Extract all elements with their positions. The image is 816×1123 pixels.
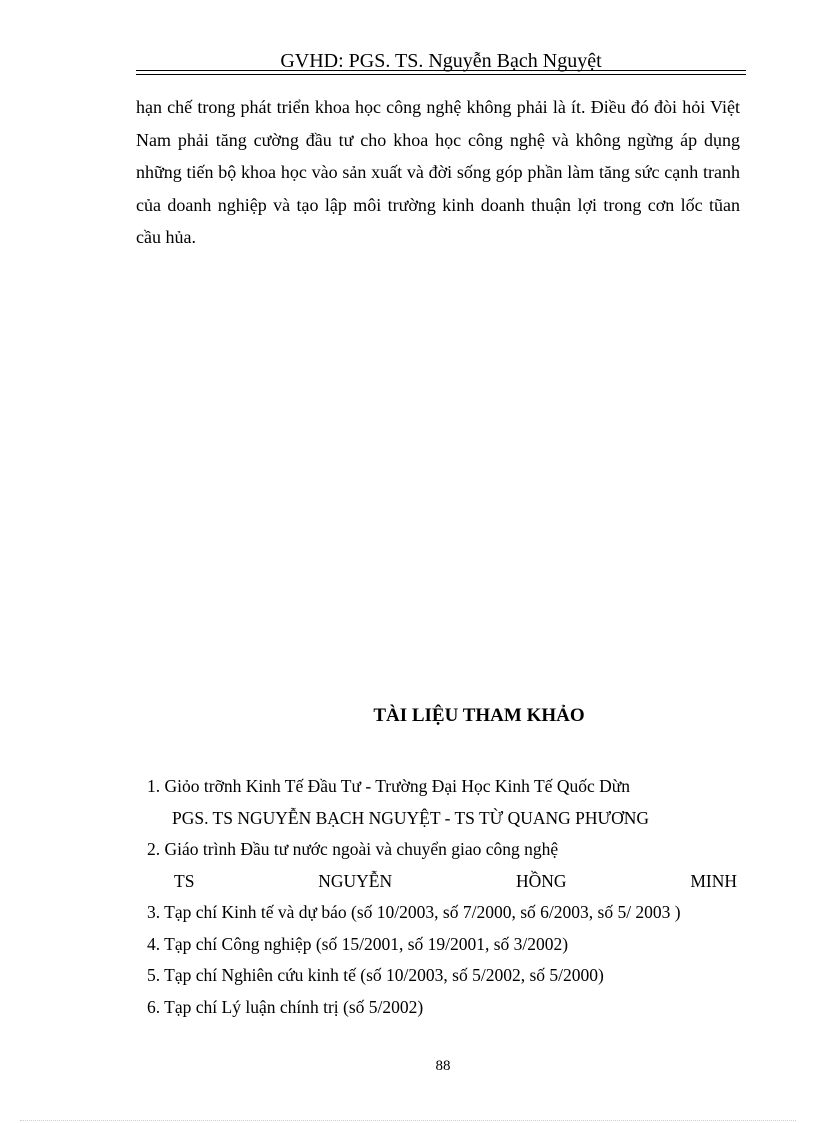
reference-item-1-authors: PGS. TS NGUYỄN BẠCH NGUYỆT - TS TỪ QUANG PHƯƠNG [172,807,650,828]
reference-item-2-author [147,866,737,898]
header-rule-top [136,70,746,71]
page-header-title: GVHD: PGS. TS. Nguyễn Bạch Nguyệt [280,50,602,72]
reference-item-3: 3. Tạp chí Kinh tế và dự báo (số 10/2003, số 7/2000, số 6/2003, số 5/ 2003 ) [147,902,681,922]
reference-item-6: 6. Tạp chí Lý luận chính trị (số 5/2002) [147,996,424,1017]
author-word: NGUYỄN [318,870,393,891]
author-word: HỒNG [515,870,567,891]
page-number: 88 [435,1058,451,1074]
body-paragraph: hạn chế trong phát triển khoa học công nghệ không phải là ít. Điều đó đòi hỏi Việt Nam phải tăng cường đầu tư cho khoa học công nghệ và không ngừng áp dụng những tiến bộ khoa học vào sản xuất và đời sống góp phần làm tăng sức cạnh tranh của doanh nghiệp và tạo lập môi trường kinh doanh thuận lợi trong cơn lốc tũan cầu hủa. [136,97,740,248]
header-rule-bottom [136,74,746,75]
reference-item-5: 5. Tạp chí Nghiên cứu kinh tế (số 10/2003, số 5/2002, số 5/2000) [147,965,604,985]
reference-item-2: 2. Giáo trình Đầu tư nước ngoài và chuyển giao công nghệ [147,839,559,859]
author-word: TS [174,870,195,891]
references-title: TÀI LIỆU THAM KHẢO [373,705,585,726]
reference-item-4: 4. Tạp chí Công nghiệp (số 15/2001, số 19/2001, số 3/2002) [147,933,569,954]
reference-item-1: 1. Giỏo trỡnh Kinh Tế Đầu Tư - Trường Đại Học Kinh Tế Quốc Dừn [147,776,630,796]
footer-dotted-rule [20,1120,796,1121]
author-word: MINH [690,870,737,891]
references-list [147,771,737,1023]
